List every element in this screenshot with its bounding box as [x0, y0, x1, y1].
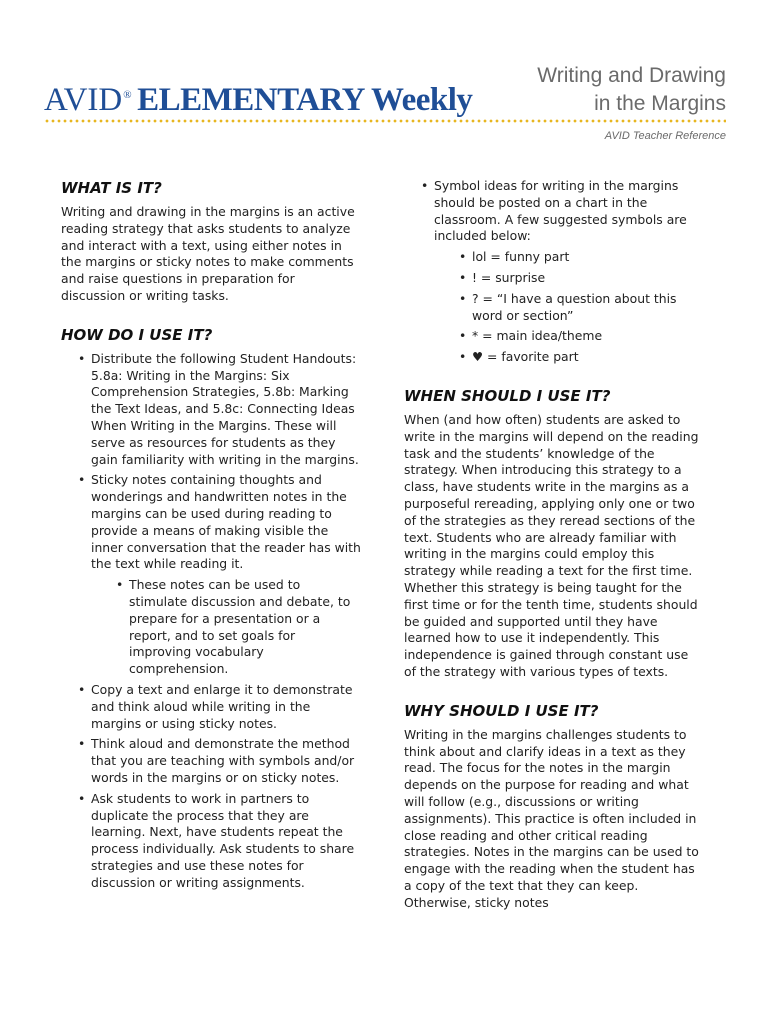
- what-is-it-text: Writing and drawing in the margins is an active reading strategy that asks students to analyze and interact with a text, using either notes in the margins or sticky notes to make comments and raise questions in preparation for discussion or writing tasks.: [61, 204, 355, 303]
- title-line-2: in the Margins: [594, 92, 726, 115]
- dotted-divider: [44, 119, 726, 123]
- title-line-1: Writing and Drawing: [537, 64, 726, 87]
- list-item-text: Sticky notes containing thoughts and wonderings and handwritten notes in the margins can be used during reading to provide a means of making visible the inner conversation that the reader has with the text while reading it.: [91, 472, 361, 572]
- list-item: [91, 682, 361, 732]
- list-item-text: Think aloud and demonstrate the method that you are teaching with symbols and/or words in the margins or on sticky notes.: [91, 736, 355, 785]
- left-column: [61, 178, 361, 895]
- logo-elementary-weekly: ELEMENTARY Weekly: [137, 82, 473, 118]
- how-do-i-use-it-heading: HOW DO I USE IT?: [61, 325, 213, 344]
- symbol-item: • ♥ = favorite part: [472, 349, 704, 366]
- when-should-i-use-it-heading: WHEN SHOULD I USE IT?: [404, 386, 611, 405]
- list-item: [91, 791, 361, 892]
- page-subtitle: AVID Teacher Reference: [604, 130, 726, 142]
- list-item: [91, 351, 361, 469]
- symbols-sub-list: [434, 249, 704, 366]
- list-item-text: Distribute the following Student Handouts: 5.8a: Writing in the Margins: Six Comprehension Strategies, 5.8b: Marking the Text Ideas, and 5.8c: Connecting Ideas When Writing in the Margins. These will serve as resources for students as they gain familiarity with writing in the margins.: [91, 350, 359, 467]
- symbol-item: • lol = funny part: [472, 249, 704, 266]
- avid-logo: [44, 82, 472, 119]
- list-item: [91, 472, 361, 678]
- when-should-i-use-it-text: When (and how often) students are asked to write in the margins will depend on the reading task and the students’ knowledge of the strategy. When introducing this strategy to a class, have students write in the margins as a purposeful rereading, applying only one or two of the strategies as they reread sections of the text. Students who are already familiar with writing in the margins could employ this strategy while reading a text for the first time. Whether this strategy is being taught for the first time or for the tenth time, students should be guided and supported until they have learned how to use it independently. This independence is gained through constant use of the strategy with various types of texts.: [404, 411, 699, 679]
- symbol-list: [404, 178, 704, 366]
- what-is-it-heading: WHAT IS IT?: [61, 179, 162, 197]
- page-title: [537, 62, 726, 118]
- list-item: [434, 178, 704, 366]
- logo-avid: AVID: [44, 82, 123, 118]
- sub-list: [91, 577, 361, 678]
- how-list: [61, 351, 361, 892]
- logo-registered-mark: ®: [123, 89, 132, 101]
- list-item: [91, 736, 361, 786]
- list-item-text: Symbol ideas for writing in the margins should be posted on a chart in the classroom. A few suggested symbols are included below:: [434, 178, 687, 244]
- symbol-item: • ? = “I have a question about this word or section”: [472, 291, 704, 325]
- symbol-item: • * = main idea/theme: [472, 328, 704, 345]
- list-item-text: Copy a text and enlarge it to demonstrate and think aloud while writing in the margins or using sticky notes.: [91, 681, 353, 731]
- list-item-text: Ask students to work in partners to duplicate the process that they are learning. Next, have students repeat the process individually. Ask students to share strategies and use these notes for discussion or writing assignments.: [91, 790, 355, 890]
- sub-list-item: • These notes can be used to stimulate discussion and debate, to prepare for a presentation or a report, and to set goals for improving vocabulary comprehension.: [129, 577, 361, 678]
- symbol-item: • ! = surprise: [472, 270, 704, 287]
- right-column: [404, 178, 704, 911]
- why-should-i-use-it-text: Writing in the margins challenges students to think about and clarify ideas in a text as they read. The focus for the notes in the margin depends on the purpose for reading and what will follow (e.g., discussions or writing assignments). This practice is often included in close reading and other critical reading strategies. Notes in the margins can be used to engage with the reading when the student has a copy of the text that they can keep. Otherwise, sticky notes: [404, 726, 699, 910]
- why-should-i-use-it-heading: WHY SHOULD I USE IT?: [404, 701, 599, 720]
